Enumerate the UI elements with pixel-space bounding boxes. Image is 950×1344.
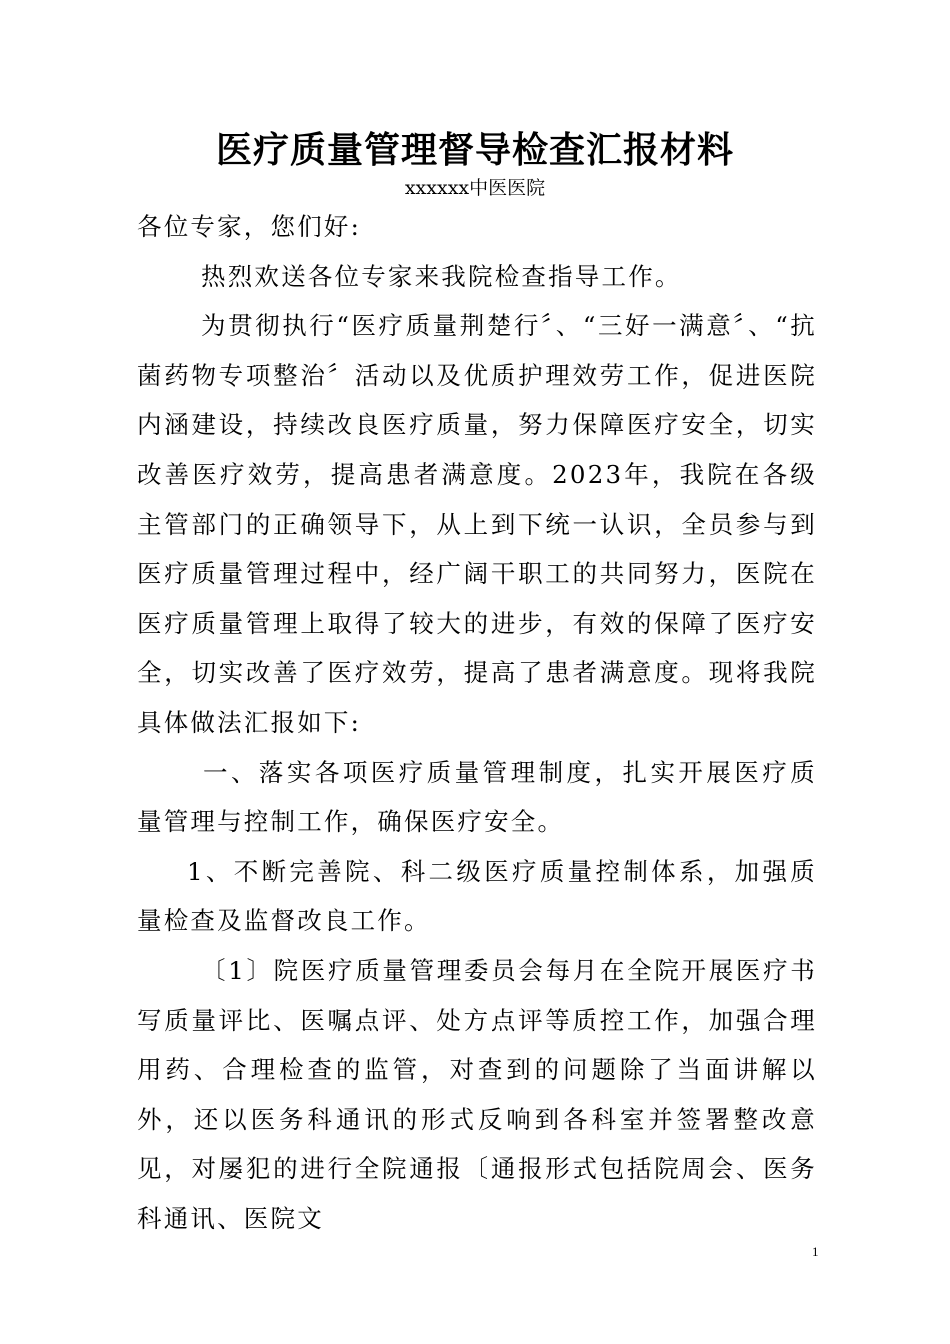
salutation: 各位专家，您们好:	[137, 212, 362, 241]
document-title: 医疗质量管理督导检查汇报材料	[215, 129, 734, 171]
item-heading-1: 1、不断完善院、科二级医疗质量控制体系，加强质量检查及监督改良工作。	[137, 856, 817, 936]
subitem-paragraph-1: 〔1〕院医疗质量管理委员会每月在全院开展医疗书写质量评比、医嘱点评、处方点评等质控工作，加强合理用药、合理检查的监管，对查到的问题除了当面讲解以外，还以医务科通讯的形式反响到各科室并签署整改意见，对屡犯的进行全院通报〔通报形式包括院周会、医务科通讯、医院文	[137, 955, 817, 1233]
welcome-paragraph: 热烈欢送各位专家来我院检查指导工作。	[201, 261, 682, 291]
intro-paragraph: 为贯彻执行“医疗质量荆楚行〞、“三好一满意〞、“抗菌药物专项整治〞活动以及优质护理效劳工作，促进医院内涵建设，持续改良医疗质量，努力保障医疗安全，切实改善医疗效劳，提高患者满意度。2023年，我院在各级主管部门的正确领导下，从上到下统一认识，全员参与到医疗质量管理过程中，经广阔干职工的共同努力，医院在医疗质量管理上取得了较大的进步，有效的保障了医疗安全，切实改善了医疗效劳，提高了患者满意度。现将我院具体做法汇报如下:	[137, 311, 817, 737]
document-body	[137, 202, 817, 1243]
page-number: 1	[812, 1244, 819, 1259]
document-subtitle: xxxxxx中医医院	[404, 177, 546, 199]
section-heading-1: 一、落实各项医疗质量管理制度，扎实开展医疗质量管理与控制工作，确保医疗安全。	[137, 757, 817, 837]
